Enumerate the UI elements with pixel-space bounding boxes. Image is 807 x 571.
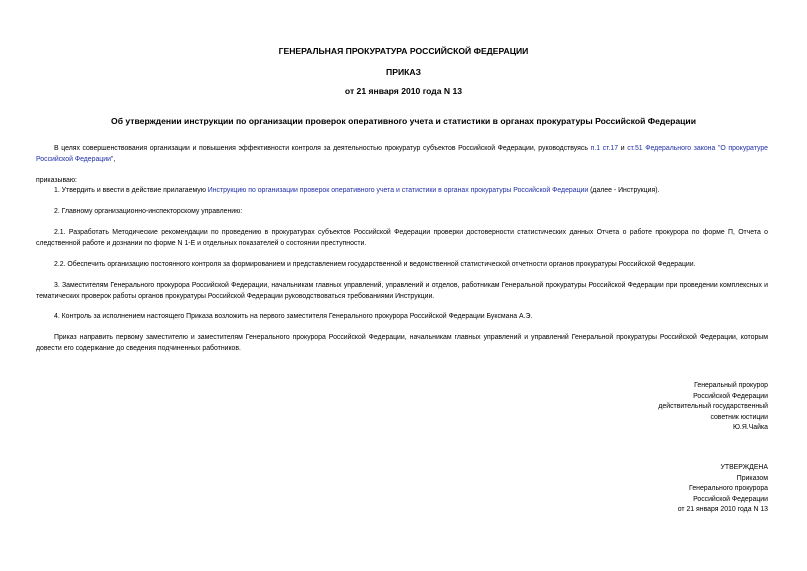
signature-name: Ю.Я.Чайка (732, 424, 768, 432)
organization-header: ГЕНЕРАЛЬНАЯ ПРОКУРАТУРА РОССИЙСКОЙ ФЕДЕРАЦИИ (278, 46, 529, 56)
link-instruction[interactable]: Инструкцию по организации проверок оперативного учета и статистики в органах прокуратуры Российской Федерации (207, 187, 589, 194)
intro-paragraph (36, 144, 768, 165)
approval-line: Приказом (736, 474, 768, 482)
item-2-2: 2.2. Обеспечить организацию постоянного контроля за формированием и представлением государственной и ведомственной статистической отчетности органов прокуратуры Российской Федерации. (54, 261, 696, 268)
signature-line: советник юстиции (710, 413, 768, 421)
approval-stamp-block (678, 463, 768, 516)
document-type: ПРИКАЗ (386, 67, 421, 77)
document-date-number: от 21 января 2010 года N 13 (344, 86, 463, 96)
approval-line: Генерального прокурора (689, 485, 768, 493)
link-federal-law-article-51[interactable]: ст.51 Федерального закона "О прокуратуре Российской Федерации" (36, 145, 769, 163)
signature-line: Генеральный прокурор (694, 382, 768, 389)
order-word: приказываю: (36, 177, 77, 184)
item-3: 3. Заместителям Генерального прокурора Российской Федерации, начальникам главных управлений, управлений и отделов, работникам Генеральной прокуратуры Российской Федерации при проведении комплексных и тематических проверок работы органов прокуратуры Российской Федерации руководствоваться требованиями Инструкции. (36, 282, 768, 300)
item-1 (36, 186, 768, 197)
approval-line: Российской Федерации (693, 495, 768, 503)
intro-text: В целях совершенствования организации и повышения эффективности контроля за деятельностью прокуратур субъектов Российской Федерации, руководствуясь (54, 145, 591, 152)
signature-line: действительный государственный (658, 403, 768, 411)
approval-line: УТВЕРЖДЕНА (720, 464, 768, 471)
item-1-text: 1. Утвердить и ввести в действие прилагаемую (54, 187, 208, 194)
item-4: 4. Контроль за исполнением настоящего Приказа возложить на первого заместителя Генерального прокурора Российской Федерации Буксмана А.Э. (54, 313, 533, 320)
approval-line: от 21 января 2010 года N 13 (677, 506, 768, 514)
signature-block (658, 381, 768, 434)
distribution-paragraph: Приказ направить первому заместителю и заместителям Генерального прокурора Российской Федерации, начальникам главных управлений и управлений Генеральной прокуратуры Российской Федерации, которым довести его содержание до сведения подчиненных работников. (36, 334, 768, 352)
intro-and: и (618, 145, 628, 152)
signature-line: Российской Федерации (693, 392, 768, 400)
item-2-1: 2.1. Разработать Методические рекомендации по проведению в прокуратурах субъектов Российской Федерации проверки достоверности статистических данных Отчета о работе прокурора по форме П, Отчета о следственной работе и дознании по форме N 1-Е и отдельных показателей о состоянии преступности. (36, 229, 768, 247)
item-2: 2. Главному организационно-инспекторскому управлению: (54, 208, 243, 215)
link-article-17[interactable]: п.1 ст.17 (590, 145, 619, 152)
intro-end: , (113, 155, 116, 163)
document-title: Об утверждении инструкции по организации проверок оперативного учета и статистики в органах прокуратуры Российской Федерации (111, 116, 696, 126)
item-1-end: (далее - Инструкция). (588, 187, 660, 194)
